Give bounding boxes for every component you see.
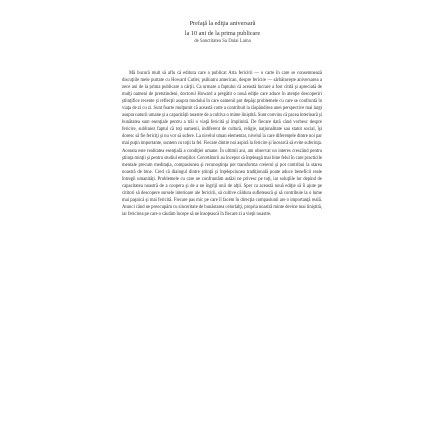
preface-heading — [0, 20, 445, 45]
body-paragraph: Mă bucură mult să aflu că editura care a publicat Arta fericirii — o carte în care se consemnează discuţiile mele purtate cu Howard Cutler, psihiatru american, despre fericire — sărbătoreşte aniversarea a zece ani de la prima publicare a cărţii. Ca urmare a faptului că această lucrare a fost citită şi apreciată de mulţi oameni de pretutindeni, doctorul Howard a pregătit o nouă ediţie care aduce în atenţie descoperiri ştiinţifice recente şi reflecţii asupra modului în care oamenii pot depăşi problemele cu care se confruntă în viaţa de zi cu zi. Sunt foarte mulţumit că această carte a contribuit la răspândirea unei perspective mai largi asupra naturii umane şi a capacităţii noastre de a cultiva o minte liniştită. Sunt convins că pacea interioară şi bunătatea sunt esenţiale pentru a trăi o viaţă fericită şi împlinită. De fiecare dată când vorbesc despre fericire, subliniez faptul că toţi oamenii, indiferent de cultură, religie, naţionalitate sau statut social, îşi doresc să fie fericiţi şi nu vor să sufere. La nivelul uman elementar, nivelul la care diferenţele dintre noi par mai puţin importante, suntem cu toţii la fel. Fiecare dintre noi aspiră la fericire şi încearcă să evite suferinţa. Aceasta este realitatea esenţială a condiţiei umane. În ultimii ani, am observat un interes crescând pentru ştiinţa minţii şi pentru studiul emoţiilor. Cercetătorii au început să înţeleagă mai bine felul în care practicile mentale precum meditaţia, compasiunea şi recunoştinţa pot transforma creierul şi pot contribui la starea noastră de bine. Cred că dialogul dintre ştiinţă şi înţelepciunea tradiţională poate aduce beneficii reale întregii umanităţi. Problemele cu care ne confruntăm astăzi ne privesc pe toţi, iar soluţiile lor depind de capacitatea noastră de a coopera şi de a ne îngriji unii de alţii. Sper ca această nouă ediţie să îi ajute pe cititori să descopere sursele interioare ale fericirii, să cultive căldura sufletească şi să contribuie la o lume mai paşnică şi mai fericită. Fiecare pas mic pe care îl facem în direcţia compasiunii are o importanţă reală. Atunci când ne preocupăm cu sinceritate de bunăstarea celorlalţi, propria noastră minte devine mai liniştită, iar fericirea pe care o căutăm începe să ne însoţească în fiecare zi a vieţii noastre. — [122, 71, 322, 217]
preface-body — [122, 70, 322, 390]
preface-author: de Sanctitatea Sa Dalai Lama — [194, 39, 251, 45]
preface-subtitle: la 10 ani de la prima publicare — [184, 29, 261, 37]
preface-title: Prefaţă la ediţia aniversară — [189, 20, 256, 27]
